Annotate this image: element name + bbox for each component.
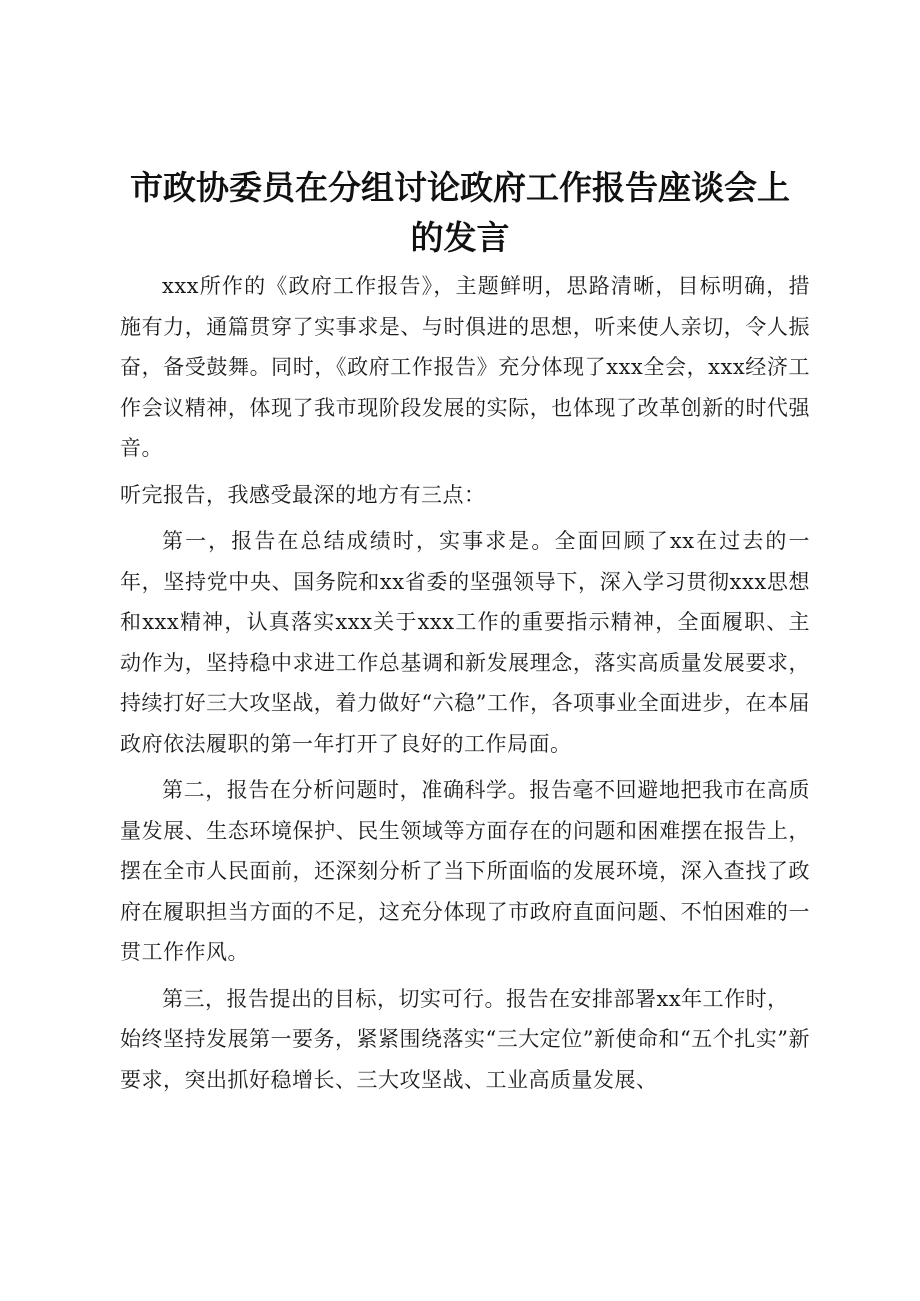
- title-line-2: 的发言: [410, 218, 510, 257]
- document-body: [120, 266, 810, 1106]
- paragraph-point-one: 第一，报告在总结成绩时，实事求是。全面回顾了xx在过去的一年，坚持党中央、国务院和xx省委的坚强领导下，深入学习贯彻xxx思想和xxx精神，认真落实xxx关于xxx工作的重要指示精神，全面履职、主动作为，坚持稳中求进工作总基调和新发展理念，落实高质量发展要求，持续打好三大攻坚战，着力做好“六稳”工作，各项事业全面进步，在本届政府依法履职的第一年打开了良好的工作局面。: [120, 529, 810, 756]
- paragraph-intro: xxx所作的《政府工作报告》，主题鲜明，思路清晰，目标明确，措施有力，通篇贯穿了实事求是、与时俱进的思想，听来使人亲切，令人振奋，备受鼓舞。同时，《政府工作报告》充分体现了xxx全会，xxx经济工作会议精神，体现了我市现阶段发展的实际，也体现了改革创新的时代强音。: [120, 274, 810, 460]
- paragraph-summary-lead: 听完报告，我感受最深的地方有三点：: [120, 482, 486, 507]
- paragraph-point-two: 第二，报告在分析问题时，准确科学。报告毫不回避地把我市在高质量发展、生态环境保护、民生领域等方面存在的问题和困难摆在报告上，摆在全市人民面前，还深刻分析了当下所面临的发展环境，深入查找了政府在履职担当方面的不足，这充分体现了市政府直面问题、不怕困难的一贯工作作风。: [120, 778, 810, 964]
- title-line-1: 市政协委员在分组讨论政府工作报告座谈会上: [130, 168, 790, 207]
- document-title: [120, 163, 800, 263]
- paragraph-point-three: 第三，报告提出的目标，切实可行。报告在安排部署xx年工作时，始终坚持发展第一要务，紧紧围绕落实“三大定位”新使命和“五个扎实”新要求，突出抓好稳增长、三大攻坚战、工业高质量发展、: [120, 986, 810, 1092]
